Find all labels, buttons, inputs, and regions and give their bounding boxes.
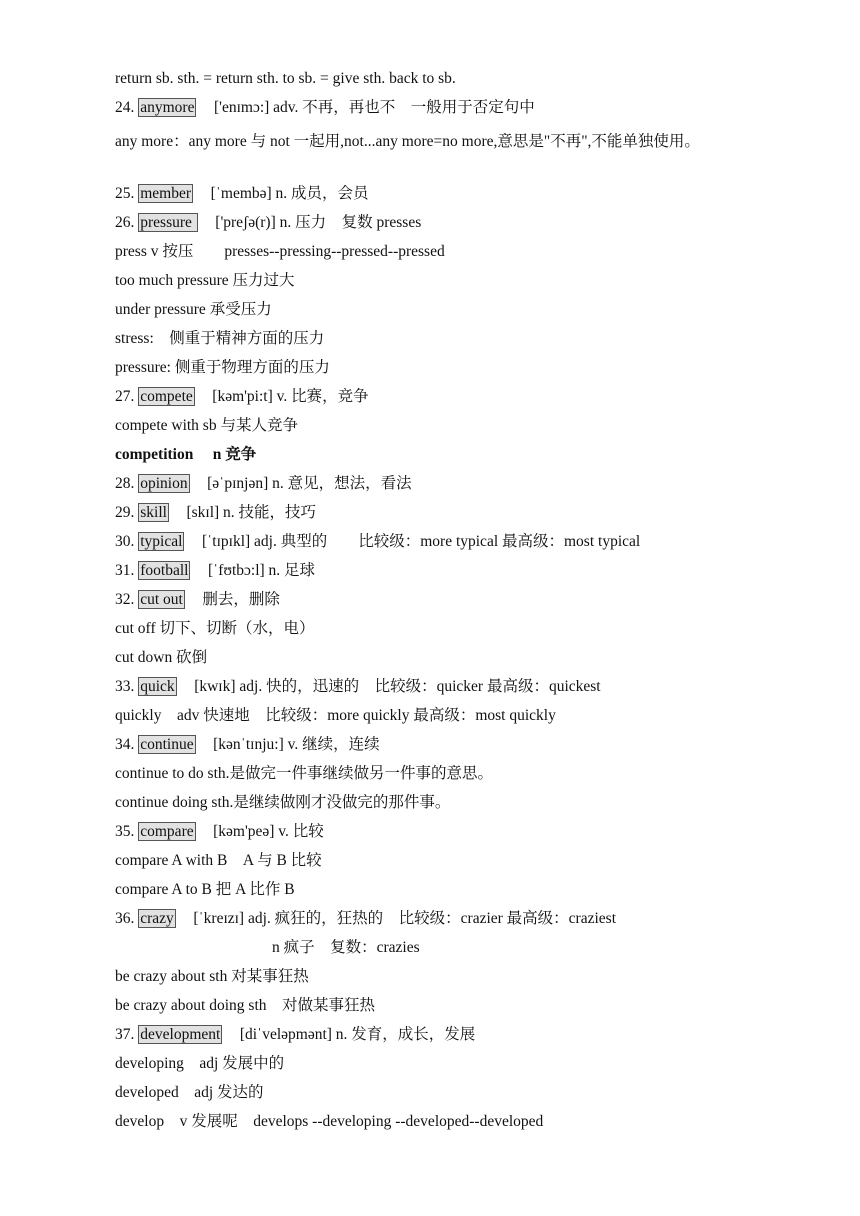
vocab-word: member (140, 185, 192, 202)
vocab-entry-continue (115, 735, 800, 755)
text-line: developed adj 发达的 (115, 1084, 264, 1101)
text-line: compare A with B A 与 B 比较 (115, 852, 322, 869)
text-line: too much pressure 压力过大 (115, 272, 295, 289)
entry-definition: 删去，删除 (202, 591, 280, 608)
vocab-entry-crazy (115, 909, 800, 929)
vocab-word: quick (140, 678, 175, 695)
vocab-entry-pressure (115, 213, 800, 233)
text-line-bold: competition n 竞争 (115, 446, 257, 463)
entry-number: 33. (115, 678, 135, 695)
text-line: under pressure 承受压力 (115, 301, 272, 318)
vocab-word: anymore (140, 99, 195, 116)
vocab-word: crazy (140, 910, 174, 927)
vocab-word: pressure (140, 214, 196, 231)
entry-definition: [ˈfʊtbɔ:l] n. 足球 (207, 562, 316, 579)
text-line-indented: n 疯子 复数：crazies (272, 939, 420, 956)
entry-definition: [kəm'peə] v. 比较 (213, 823, 324, 840)
entry-number: 26. (115, 214, 135, 231)
text-line: pressure: 侧重于物理方面的压力 (115, 359, 330, 376)
vocab-entry-opinion (115, 474, 800, 494)
vocab-entry-compete (115, 387, 800, 407)
entry-definition: [kəm'pi:t] v. 比赛，竞争 (212, 388, 369, 405)
vocab-entry-compare (115, 822, 800, 842)
entry-number: 25. (115, 185, 135, 202)
entry-number: 30. (115, 533, 135, 550)
vocab-entry-skill (115, 503, 800, 523)
vocab-word: compare (140, 823, 194, 840)
text-line: continue to do sth.是做完一件事继续做另一件事的意思。 (115, 765, 494, 782)
entry-definition: [kənˈtɪnju:] v. 继续，连续 (213, 736, 380, 753)
vocab-entry-member (115, 184, 800, 204)
vocab-entry-typical (115, 532, 800, 552)
text-line: be crazy about doing sth 对做某事狂热 (115, 997, 376, 1014)
entry-number: 28. (115, 475, 135, 492)
text-line: compete with sb 与某人竞争 (115, 417, 298, 434)
entry-definition: [ˈkreɪzɪ] adj. 疯狂的，狂热的 比较级：crazier 最高级：craziest (193, 910, 617, 927)
text-line: compare A to B 把 A 比作 B (115, 881, 295, 898)
entry-definition: ['preʃə(r)] n. 压力 复数 presses (215, 214, 422, 231)
vocab-entry-anymore (115, 98, 800, 118)
entry-number: 37. (115, 1026, 135, 1043)
entry-number: 32. (115, 591, 135, 608)
vocab-entry-cut-out (115, 590, 800, 610)
vocab-word: football (140, 562, 189, 579)
entry-number: 36. (115, 910, 135, 927)
entry-number: 24. (115, 99, 135, 116)
vocab-word: skill (140, 504, 167, 521)
entry-definition: [əˈpɪnjən] n. 意见，想法，看法 (207, 475, 412, 492)
vocab-entry-development (115, 1025, 800, 1045)
vocab-word: typical (140, 533, 183, 550)
entry-definition: ['enɪmɔ:] adv. 不再，再也不 一般用于否定句中 (214, 99, 535, 116)
entry-definition: [ˈmembə] n. 成员，会员 (210, 185, 369, 202)
vocab-word: opinion (140, 475, 188, 492)
text-line: press v 按压 presses--pressing--pressed--pressed (115, 243, 445, 260)
text-line: develop v 发展呢 develops --developing --developed--developed (115, 1113, 544, 1130)
text-line: quickly adv 快速地 比较级：more quickly 最高级：most quickly (115, 707, 556, 724)
text-line: cut off 切下、切断（水，电） (115, 620, 315, 637)
text-line: continue doing sth.是继续做刚才没做完的那件事。 (115, 794, 451, 811)
entry-number: 31. (115, 562, 135, 579)
text-line: any more：any more 与 not 一起用,not...any more=no more,意思是"不再",不能单独使用。 (115, 133, 700, 150)
vocab-word: continue (140, 736, 194, 753)
vocab-word: development (140, 1026, 221, 1043)
vocab-word: cut out (140, 591, 183, 608)
text-line: cut down 砍倒 (115, 649, 208, 666)
text-line: developing adj 发展中的 (115, 1055, 285, 1072)
entry-number: 34. (115, 736, 135, 753)
text-line: be crazy about sth 对某事狂热 (115, 968, 309, 985)
text-line: stress: 侧重于精神方面的压力 (115, 330, 325, 347)
text-line: return sb. sth. = return sth. to sb. = give sth. back to sb. (115, 70, 456, 87)
entry-definition: [skɪl] n. 技能，技巧 (186, 504, 317, 521)
entry-definition: [kwɪk] adj. 快的，迅速的 比较级：quicker 最高级：quickest (194, 678, 601, 695)
vocab-word: compete (140, 388, 193, 405)
entry-number: 35. (115, 823, 135, 840)
vocab-entry-football (115, 561, 800, 581)
entry-definition: [ˈtɪpɪkl] adj. 典型的 比较级：more typical 最高级：most typical (201, 533, 641, 550)
entry-definition: [diˈveləpmənt] n. 发育，成长，发展 (239, 1026, 476, 1043)
entry-number: 27. (115, 388, 135, 405)
vocab-entry-quick (115, 677, 800, 697)
entry-number: 29. (115, 504, 135, 521)
